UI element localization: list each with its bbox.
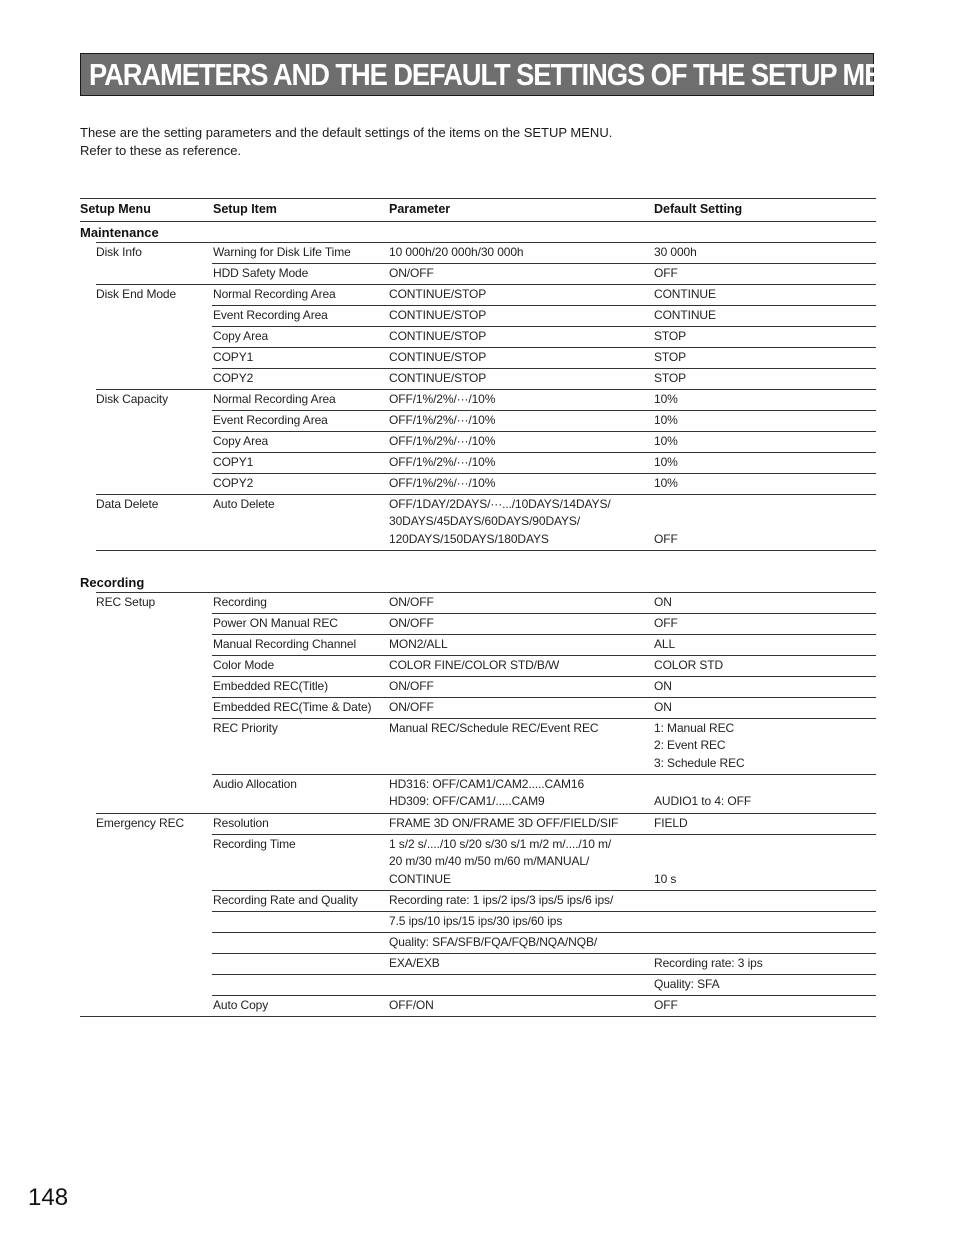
parameter-value: 120DAYS/150DAYS/180DAYS — [389, 531, 549, 546]
table-rule — [212, 697, 876, 698]
setup-item-label: Auto Delete — [213, 497, 275, 511]
table-rule — [212, 953, 876, 954]
parameter-value: OFF/1DAY/2DAYS/···.../10DAYS/14DAYS/ — [389, 497, 611, 511]
column-header: Default Setting — [654, 202, 743, 216]
default-value: CONTINUE — [654, 308, 716, 322]
setup-item-label: Recording — [213, 595, 267, 609]
parameter-value: ON/OFF — [389, 266, 434, 280]
table-rule — [212, 890, 876, 891]
column-header: Setup Menu — [80, 202, 151, 216]
default-value: ON — [654, 679, 672, 693]
table-rule — [80, 198, 876, 199]
intro-line: Refer to these as reference. — [80, 143, 242, 158]
setup-item-label: COPY2 — [213, 476, 254, 490]
setup-menu-label: Disk Capacity — [96, 392, 169, 406]
parameter-value: 30DAYS/45DAYS/60DAYS/90DAYS/ — [389, 514, 581, 529]
setup-item-label: Power ON Manual REC — [213, 616, 338, 630]
parameter-value: OFF/1%/2%/···/10% — [389, 455, 496, 469]
table-rule — [212, 676, 876, 677]
table-rule — [212, 932, 876, 933]
setup-item-label: COPY1 — [213, 350, 254, 364]
table-rule — [212, 718, 876, 719]
page-number: 148 — [28, 1184, 69, 1211]
setup-item-label: Embedded REC(Time & Date) — [213, 700, 372, 714]
column-header: Setup Item — [213, 202, 277, 216]
parameter-value: Quality: SFA/SFB/FQA/FQB/NQA/NQB/ — [389, 935, 598, 949]
setup-item-label: Resolution — [213, 816, 269, 830]
parameter-value: OFF/1%/2%/···/10% — [389, 413, 496, 427]
setup-item-label: Embedded REC(Title) — [213, 679, 329, 693]
table-rule — [212, 911, 876, 912]
setup-menu-label: Data Delete — [96, 497, 159, 511]
default-value: 10% — [654, 434, 678, 448]
parameter-value: OFF/1%/2%/···/10% — [389, 434, 496, 448]
default-value: OFF — [654, 616, 678, 630]
parameter-value: FRAME 3D ON/FRAME 3D OFF/FIELD/SIF — [389, 816, 619, 830]
column-header: Parameter — [389, 202, 451, 216]
table-rule — [212, 655, 876, 656]
default-value: 3: Schedule REC — [654, 755, 745, 770]
setup-item-label: Event Recording Area — [213, 413, 328, 427]
default-value: OFF — [654, 531, 678, 546]
setup-item-label: Copy Area — [213, 434, 269, 448]
table-rule — [212, 974, 876, 975]
default-value: COLOR STD — [654, 658, 724, 672]
default-value: 10% — [654, 455, 678, 469]
default-value: 10% — [654, 392, 678, 406]
default-value: STOP — [654, 371, 687, 385]
table-rule — [212, 452, 876, 453]
parameter-value: Recording rate: 1 ips/2 ips/3 ips/5 ips/6 ips/ — [389, 893, 614, 907]
setup-item-label: Warning for Disk Life Time — [213, 245, 351, 259]
parameter-value: CONTINUE/STOP — [389, 350, 487, 364]
default-value: ON — [654, 595, 672, 609]
parameter-value: CONTINUE/STOP — [389, 371, 487, 385]
default-value: 10% — [654, 476, 678, 490]
setup-item-label: Recording Time — [213, 837, 296, 851]
parameter-value: HD316: OFF/CAM1/CAM2.....CAM16 — [389, 777, 585, 791]
table-rule — [212, 410, 876, 411]
default-value: OFF — [654, 266, 678, 280]
setup-item-label: Copy Area — [213, 329, 269, 343]
setup-item-label: Event Recording Area — [213, 308, 328, 322]
section-heading: Recording — [80, 575, 145, 590]
parameter-value: 10 000h/20 000h/30 000h — [389, 245, 524, 259]
table-rule — [96, 242, 876, 243]
setup-menu-label: Emergency REC — [96, 816, 185, 830]
setup-item-label: Normal Recording Area — [213, 392, 336, 406]
parameter-value: Manual REC/Schedule REC/Event REC — [389, 721, 599, 735]
setup-item-label: Recording Rate and Quality — [213, 893, 358, 907]
default-value: 30 000h — [654, 245, 697, 259]
table-rule — [212, 347, 876, 348]
default-value: CONTINUE — [654, 287, 716, 301]
parameter-value: ON/OFF — [389, 700, 434, 714]
table-rule — [212, 634, 876, 635]
parameter-value: 20 m/30 m/40 m/50 m/60 m/MANUAL/ — [389, 854, 590, 869]
section-heading: Maintenance — [80, 225, 159, 240]
page-title: PARAMETERS AND THE DEFAULT SETTINGS OF THE SETUP MENU — [89, 57, 919, 92]
title-bar — [80, 53, 919, 96]
table-rule — [96, 813, 876, 814]
parameter-value: OFF/1%/2%/···/10% — [389, 476, 496, 490]
default-value: 2: Event REC — [654, 738, 726, 753]
table-rule — [96, 494, 876, 495]
setup-item-label: HDD Safety Mode — [213, 266, 309, 280]
parameter-value: CONTINUE — [389, 871, 451, 886]
parameter-value: HD309: OFF/CAM1/.....CAM9 — [389, 794, 545, 809]
table-rule — [212, 305, 876, 306]
default-value: FIELD — [654, 816, 688, 830]
setup-item-label: REC Priority — [213, 721, 278, 735]
setup-item-label: COPY2 — [213, 371, 254, 385]
setup-item-label: COPY1 — [213, 455, 254, 469]
table-rule — [212, 774, 876, 775]
table-rule — [212, 368, 876, 369]
table-rule — [212, 431, 876, 432]
intro-line: These are the setting parameters and the default settings of the items on the SETUP MENU. — [80, 125, 613, 140]
table-rule — [80, 1016, 876, 1017]
setup-item-label: Audio Allocation — [213, 777, 297, 791]
table-rule — [212, 473, 876, 474]
setup-menu-label: Disk Info — [96, 245, 142, 259]
parameter-value: COLOR FINE/COLOR STD/B/W — [389, 658, 560, 672]
table-rule — [212, 326, 876, 327]
table-rule — [212, 263, 876, 264]
default-value: 10 s — [654, 871, 677, 886]
setup-menu-label: REC Setup — [96, 595, 156, 609]
setup-menu-label: Disk End Mode — [96, 287, 177, 301]
table-rule — [96, 389, 876, 390]
default-value: OFF — [654, 998, 678, 1012]
default-value: Quality: SFA — [654, 977, 720, 991]
parameter-value: CONTINUE/STOP — [389, 287, 487, 301]
parameter-value: CONTINUE/STOP — [389, 308, 487, 322]
default-value: AUDIO1 to 4: OFF — [654, 794, 752, 809]
parameter-value: OFF/1%/2%/···/10% — [389, 392, 496, 406]
parameter-value: ON/OFF — [389, 616, 434, 630]
table-rule — [212, 995, 876, 996]
default-value: 10% — [654, 413, 678, 427]
table-rule — [96, 284, 876, 285]
parameter-value: OFF/ON — [389, 998, 434, 1012]
parameter-value: MON2/ALL — [389, 637, 448, 651]
parameter-value: 1 s/2 s/..../10 s/20 s/30 s/1 m/2 m/..../10 m/ — [389, 837, 612, 851]
default-value: STOP — [654, 350, 687, 364]
setup-item-label: Auto Copy — [213, 998, 269, 1012]
setup-item-label: Color Mode — [213, 658, 275, 672]
table-rule — [96, 592, 876, 593]
table-rule — [212, 834, 876, 835]
table-rule — [212, 613, 876, 614]
parameter-value: ON/OFF — [389, 679, 434, 693]
setup-item-label: Normal Recording Area — [213, 287, 336, 301]
parameter-value: EXA/EXB — [389, 956, 440, 970]
default-value: Recording rate: 3 ips — [654, 956, 763, 970]
setup-item-label: Manual Recording Channel — [213, 637, 357, 651]
default-value: STOP — [654, 329, 687, 343]
parameter-value: 7.5 ips/10 ips/15 ips/30 ips/60 ips — [389, 914, 563, 928]
default-value: 1: Manual REC — [654, 721, 735, 735]
table-rule — [80, 221, 876, 222]
parameter-value: CONTINUE/STOP — [389, 329, 487, 343]
parameter-value: ON/OFF — [389, 595, 434, 609]
intro-text — [80, 124, 860, 160]
default-value: ALL — [654, 637, 676, 651]
default-value: ON — [654, 700, 672, 714]
table-rule — [96, 550, 876, 551]
